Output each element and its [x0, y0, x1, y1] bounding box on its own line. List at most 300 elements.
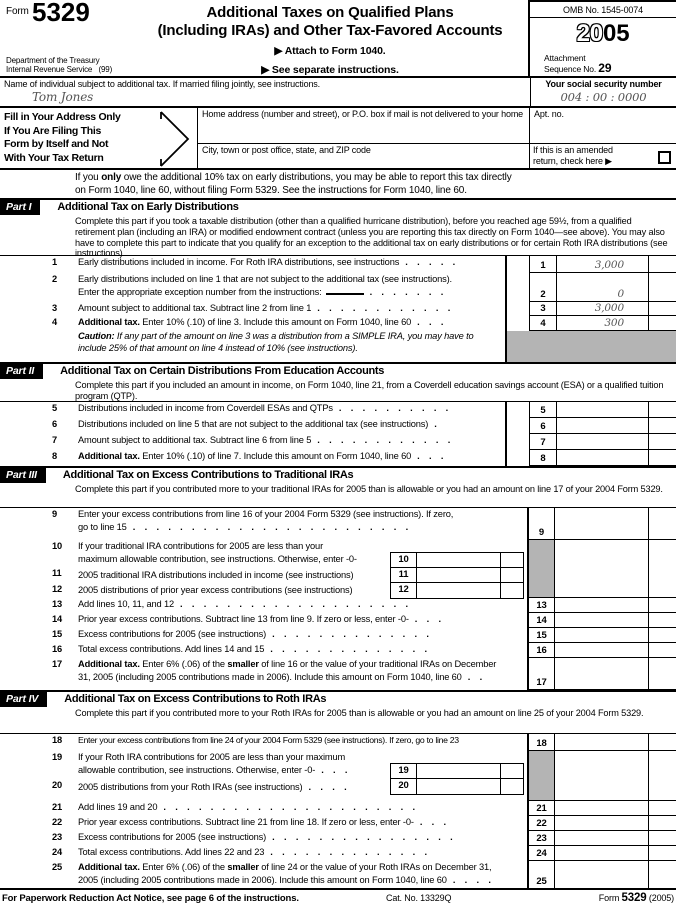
exception-number-field[interactable] — [326, 286, 364, 295]
line-22-label — [0, 816, 527, 831]
line-22-box: 22 — [527, 816, 555, 831]
part2-bar — [0, 364, 676, 379]
address-row-2 — [198, 143, 676, 168]
line-11-text: 2005 traditional IRA distributions included in income (see instructions) — [78, 570, 354, 580]
name-label: Name of individual subject to additional tax. If married filing jointly, see instructions. — [4, 79, 320, 89]
inner-row-10 — [391, 553, 523, 568]
line-11-box: 11 — [391, 568, 417, 582]
line-12-text: 2005 distributions of prior year excess contributions (see instructions) — [78, 585, 353, 595]
line-23-label — [0, 831, 527, 846]
ssn-field[interactable] — [530, 78, 676, 106]
line-8-text: Additional tax. Enter 10% (.10) of line 7. Include this amount on Form 1040, line 60 . . . — [78, 451, 444, 461]
attachment-label: Attachment — [544, 53, 586, 63]
form-number-block — [0, 0, 132, 76]
fill-line-2: If You Are Filing This — [4, 124, 102, 137]
city-state-zip-field[interactable] — [198, 144, 530, 168]
form-lines-19-20 — [0, 751, 676, 801]
line-8-label — [0, 450, 505, 466]
inner-grid-10-12 — [390, 540, 527, 598]
line-25-text: Additional tax. Enter 6% (.06) of the smaller of line 24 or the value of your Roth IRAs on December 31, 2005 (including 2005 contributions made in 2006). Include this amount on Form 1040, line 60 . . . . — [78, 862, 492, 885]
part2-title: Additional Tax on Certain Distributions From Education Accounts — [60, 365, 385, 377]
attachment-sequence — [530, 50, 676, 76]
line-23-amount[interactable] — [555, 831, 648, 846]
part1-description: Complete this part if you took a taxable distribution (other than a qualified hurricane distribution), before you reached age 59½, from a qualified retirement plan (including an IRA) or modified endowment contract (unless you are reporting this tax directly on Form 1040—see above). You may also have to complete this part to indicate that you qualify for an exception to the additional tax on early distributions or for certain Roth IRA distributions (see instructions). — [75, 216, 668, 259]
form-line-1 — [0, 256, 676, 273]
line-24-box: 24 — [527, 846, 555, 861]
line-13-entry — [527, 598, 676, 613]
line-21-dots: . . . . . . . . . . . . . . . . . . . . . . — [163, 802, 415, 812]
line-19-dots: . . . — [321, 765, 348, 775]
year-outline: 20 — [576, 20, 603, 47]
home-address-field[interactable] — [198, 108, 530, 143]
line-4-dots: . . . — [417, 317, 444, 327]
line-18-entry — [527, 734, 676, 751]
paperwork-reduction-notice: For Paperwork Reduction Act Notice, see page 6 of the instructions. — [2, 893, 299, 904]
form-line-2 — [0, 273, 676, 302]
line-17-label — [0, 658, 527, 690]
line-20-dots: . . . . — [308, 782, 347, 792]
line-20-box: 20 — [391, 779, 417, 794]
part4-header — [0, 690, 676, 734]
line-24-entry — [527, 846, 676, 861]
line-4-label — [0, 316, 505, 331]
early-distribution-notice — [0, 170, 676, 198]
lines-10-12-shaded-column — [527, 540, 555, 598]
ssn-value: 004 : 00 : 0000 — [560, 90, 647, 104]
notice-bold: only — [101, 172, 122, 183]
notice-line1 — [75, 172, 666, 185]
line-18-text: Enter your excess contributions from line 24 of your 2004 Form 5329 (see instructions). If zero, go to line 23 — [78, 735, 459, 745]
line-7-amount[interactable] — [557, 434, 648, 450]
line-25-amount[interactable] — [555, 861, 648, 888]
line-16-cents[interactable] — [648, 643, 676, 658]
line-4-gutter — [505, 316, 529, 331]
part3-title: Additional Tax on Excess Contributions to Traditional IRAs — [62, 469, 354, 481]
part3-tag: Part III — [0, 468, 46, 483]
dept-line2-wrap — [6, 65, 130, 74]
line-6-dots: . — [434, 419, 437, 429]
notice-pre: If you — [75, 172, 102, 183]
form-title-line2: (Including IRAs) and Other Tax-Favored Accounts — [157, 22, 503, 39]
dept-99: (99) — [98, 65, 113, 74]
see-instructions-note: ▶ See separate instructions. — [261, 64, 399, 76]
ssn-label: Your social security number — [545, 79, 662, 89]
omb-number: OMB No. 1545-0074 — [530, 2, 676, 18]
line-4-amount[interactable]: 300 — [557, 316, 648, 331]
amended-return-checkbox[interactable] — [658, 151, 671, 164]
line-7-label — [0, 434, 505, 450]
line-8-amount[interactable] — [557, 450, 648, 466]
caution-text: Caution: If any part of the amount on line 3 was a distribution from a SIMPLE IRA, you may have to include 25% of that amount on line 4 instead of 10% (see instructions). — [78, 331, 474, 353]
line-19-box: 19 — [391, 764, 417, 778]
line-24-dots: . . . . . . . . . . . . . . — [270, 847, 427, 857]
line-22-number: 22 — [52, 817, 63, 827]
line-9-cents[interactable] — [648, 508, 676, 540]
address-fields — [197, 108, 676, 168]
line-15-label — [0, 628, 527, 643]
inner-grid-19-20 — [390, 751, 527, 801]
form-word: Form — [6, 6, 29, 17]
line-6-label — [0, 418, 505, 434]
line-24-label — [0, 846, 527, 861]
line-13-dots: . . . . . . . . . . . . . . . . . . . . — [180, 599, 408, 609]
form-number: 5329 — [32, 0, 90, 27]
line-1-amount[interactable]: 3,000 — [557, 256, 648, 273]
name-value: Tom Jones — [32, 90, 94, 104]
city-state-zip-label: City, town or post office, state, and ZIP code — [202, 145, 371, 155]
address-row-1 — [198, 108, 676, 143]
line-5-cents[interactable] — [648, 402, 676, 418]
line-3-number: 3 — [52, 303, 58, 313]
right-arrow-icon — [159, 111, 191, 167]
dept-line1: Department of the Treasury — [6, 56, 100, 65]
line-12-amount[interactable] — [417, 583, 501, 598]
dept-line2: Internal Revenue Service — [6, 65, 93, 74]
apt-no-field[interactable] — [530, 108, 676, 143]
line-4-cents[interactable] — [648, 316, 676, 331]
line-25-label — [0, 861, 527, 888]
line-23-entry — [527, 831, 676, 846]
year-solid: 05 — [603, 20, 630, 47]
line-8-box: 8 — [529, 450, 557, 466]
form-header — [0, 0, 676, 78]
line-8-dots: . . . — [417, 451, 444, 461]
line-5-text: Distributions included in income from Coverdell ESAs and QTPs . . . . . . . . . . — [78, 403, 449, 413]
part1-header — [0, 198, 676, 259]
line-21-text: Add lines 19 and 20 . . . . . . . . . . . . . . . . . . . . . . — [78, 802, 415, 812]
line-4-text: Additional tax. Enter 10% (.10) of line 3. Include this amount on Form 1040, line 60 . . . — [78, 317, 444, 327]
fill-line-1: Fill in Your Address Only — [4, 111, 121, 123]
part4-description: Complete this part if you contributed more to your Roth IRAs for 2005 than is allowable or you had an amount on line 25 of your 2004 Form 5329. — [75, 708, 644, 718]
line-11-amount[interactable] — [417, 568, 501, 582]
sequence-label: Sequence No. — [544, 63, 597, 74]
part2-tag: Part II — [0, 364, 43, 379]
line-22-dots: . . . — [419, 817, 446, 827]
line-23-box: 23 — [527, 831, 555, 846]
lines-10-12-outer-cents — [648, 540, 676, 598]
lines-10-12-outer-entry — [527, 540, 676, 598]
line-12-cents[interactable] — [501, 583, 523, 598]
line-24-cents[interactable] — [648, 846, 676, 861]
part1-caution-row — [0, 331, 676, 362]
line-22-cents[interactable] — [648, 816, 676, 831]
line-12-box: 12 — [391, 583, 417, 598]
line-11-cents[interactable] — [501, 568, 523, 582]
sequence-wrap — [544, 60, 676, 75]
line-2-dots: . . . . . . . — [369, 287, 444, 297]
form-line-9 — [0, 508, 676, 540]
line-9-dots: . . . . . . . . . . . . . . . . . . . . . . . . — [132, 522, 409, 532]
line-9-amount[interactable] — [555, 508, 648, 540]
form-title-line1: Additional Taxes on Qualified Plans — [206, 4, 454, 21]
line-7-box: 7 — [529, 434, 557, 450]
line-13-label — [0, 598, 527, 613]
line-2-amount[interactable]: 0 — [557, 273, 648, 302]
line-14-cents[interactable] — [648, 613, 676, 628]
line-1-gutter — [505, 256, 529, 273]
line-17-box: 17 — [527, 658, 555, 690]
line-24-number: 24 — [52, 847, 63, 857]
line-16-label — [0, 643, 527, 658]
sequence-number: 29 — [598, 60, 612, 75]
line-5-box: 5 — [529, 402, 557, 418]
line-15-box: 15 — [527, 628, 555, 643]
line-21-box: 21 — [527, 801, 555, 816]
line-14-number: 14 — [52, 614, 63, 624]
line-15-entry — [527, 628, 676, 643]
line-13-box: 13 — [527, 598, 555, 613]
apt-no-label: Apt. no. — [534, 109, 564, 119]
part1-tag: Part I — [0, 200, 40, 215]
line-20-cents[interactable] — [501, 779, 523, 794]
line-16-entry — [527, 643, 676, 658]
line-5-amount[interactable] — [557, 402, 648, 418]
form-line-25 — [0, 861, 676, 890]
line-6-number: 6 — [52, 419, 58, 429]
amended-label-line2: return, check here ▶ — [533, 156, 612, 166]
line-15-cents[interactable] — [648, 628, 676, 643]
line-9-number: 9 — [52, 509, 58, 519]
line-6-text: Distributions included on line 5 that are not subject to the additional tax (see instructions) . — [78, 419, 437, 429]
line-6-box: 6 — [529, 418, 557, 434]
form-line-5 — [0, 402, 676, 418]
lines-10-12-texts: If your traditional IRA contributions for 2005 are less than your maximum allowable contribution, see instructions. Otherwise, enter -0- 2005 traditional IRA distributions included in income (see instructions) 2005 distributions of prior year excess contributions (see instructions) — [78, 540, 390, 598]
form-line-14 — [0, 613, 676, 628]
line-5-label — [0, 402, 505, 418]
line-25-dots: . . . . — [452, 875, 491, 885]
line-25-entry — [527, 861, 676, 888]
line-13-amount[interactable] — [555, 598, 648, 613]
line-14-amount[interactable] — [555, 613, 648, 628]
department-lines — [6, 56, 130, 74]
line-7-entry — [505, 434, 676, 450]
identity-row — [0, 78, 676, 108]
line-7-cents[interactable] — [648, 434, 676, 450]
line-3-box: 3 — [529, 302, 557, 316]
line-3-cents[interactable] — [648, 302, 676, 316]
line-2-cents[interactable] — [648, 273, 676, 302]
inner-row-20 — [391, 779, 523, 794]
line-12-number: 12 — [52, 584, 63, 594]
line-8-number: 8 — [52, 451, 58, 461]
part4-bar — [0, 692, 676, 707]
line-4-entry — [505, 316, 676, 331]
home-address-label: Home address (number and street), or P.O. box if mail is not delivered to your home — [202, 109, 524, 119]
line-21-amount[interactable] — [555, 801, 648, 816]
line-19-cents[interactable] — [501, 764, 523, 778]
part3-description: Complete this part if you contributed more to your traditional IRAs for 2005 than is allowable or you had an amount on line 17 of your 2004 Form 5329. — [75, 484, 663, 494]
line-7-text: Amount subject to additional tax. Subtract line 6 from line 5 . . . . . . . . . . . . — [78, 435, 451, 445]
line-21-entry — [527, 801, 676, 816]
line-18-cents[interactable] — [648, 734, 676, 751]
form-line-22 — [0, 816, 676, 831]
amended-return-cell — [530, 144, 676, 168]
line-1-label — [0, 256, 505, 273]
form-line-15 — [0, 628, 676, 643]
line-6-amount[interactable] — [557, 418, 648, 434]
line-3-entry — [505, 302, 676, 316]
inner-row-19 — [391, 764, 523, 779]
line-14-label — [0, 613, 527, 628]
line-5-entry — [505, 402, 676, 418]
line-17-entry — [527, 658, 676, 690]
line-2-entry — [505, 273, 676, 302]
line-18-label — [0, 734, 527, 751]
line-2-label — [0, 273, 505, 302]
part3-bar — [0, 468, 676, 483]
line-3-label — [0, 302, 505, 316]
line-10-box: 10 — [391, 553, 417, 567]
line-10-amount[interactable] — [417, 553, 501, 567]
line-20-number: 20 — [52, 780, 63, 790]
line-2-box: 2 — [529, 273, 557, 302]
part2-header — [0, 362, 676, 402]
form-line-18 — [0, 734, 676, 751]
line-24-amount[interactable] — [555, 846, 648, 861]
line-9-label — [0, 508, 527, 540]
line-1-number: 1 — [52, 257, 58, 267]
line-10-cents[interactable] — [501, 553, 523, 567]
line-2-gutter — [505, 273, 529, 302]
line-16-text: Total excess contributions. Add lines 14 and 15 . . . . . . . . . . . . . . — [78, 644, 427, 654]
form-line-17 — [0, 658, 676, 690]
line-17-dots: . . — [467, 672, 483, 682]
attach-note: ▶ Attach to Form 1040. — [274, 45, 386, 57]
lines-19-20-texts: If your Roth IRA contributions for 2005 are less than your maximum allowable contribution, see instructions. Otherwise, enter -0- . . . 2005 distributions from your Roth IRAs (see instructions) . . . . — [78, 752, 348, 792]
omb-year-block — [528, 0, 676, 76]
line-22-amount[interactable] — [555, 816, 648, 831]
line-3-dots: . . . . . . . . . . . . — [317, 303, 451, 313]
lines-19-20-outer-cents — [648, 751, 676, 801]
line-25-box: 25 — [527, 861, 555, 888]
inner-row-12 — [391, 583, 523, 598]
caution-label — [0, 331, 505, 362]
line-15-amount[interactable] — [555, 628, 648, 643]
line-23-number: 23 — [52, 832, 63, 842]
form-line-6 — [0, 418, 676, 434]
line-21-label — [0, 801, 527, 816]
line-16-box: 16 — [527, 643, 555, 658]
line-8-entry — [505, 450, 676, 466]
part2-description: Complete this part if you included an amount in income, on Form 1040, line 21, from a Coverdell education savings account (ESA) or a qualified tuition program (QTP). — [75, 380, 664, 401]
line-5-dots: . . . . . . . . . . — [338, 403, 449, 413]
line-7-dots: . . . . . . . . . . . . — [317, 435, 451, 445]
line-16-amount[interactable] — [555, 643, 648, 658]
line-23-cents[interactable] — [648, 831, 676, 846]
inner-row-11 — [391, 568, 523, 583]
line-21-cents[interactable] — [648, 801, 676, 816]
line-17-text: Additional tax. Enter 6% (.06) of the smaller of line 16 or the value of your traditional IRAs on December 31, 2005 (including 2005 contributions made in 2006). Include this amount on Form 1040, line 60 . . — [78, 659, 497, 682]
line-3-gutter — [505, 302, 529, 316]
line-18-number: 18 — [52, 735, 63, 745]
form-line-21 — [0, 801, 676, 816]
line-20-amount[interactable] — [417, 779, 501, 794]
notice-post: owe the additional 10% tax on early distributions, you may be able to report this tax directly — [121, 172, 512, 183]
line-22-text: Prior year excess contributions. Subtract line 21 from line 18. If zero or less, enter -0- . . . — [78, 817, 446, 827]
footer-form-id: Form 5329 (2005) — [598, 892, 674, 904]
line-13-number: 13 — [52, 599, 63, 609]
line-23-dots: . . . . . . . . . . . . . . . . — [272, 832, 453, 842]
line-6-cents[interactable] — [648, 418, 676, 434]
line-18-box: 18 — [527, 734, 555, 751]
line-17-number: 17 — [52, 659, 63, 669]
line-9-text: Enter your excess contributions from line 16 of your 2004 Form 5329 (see instructions). If zero, go to line 15 . . . . . . . . . . . . . . . . . . . . . . . . — [78, 509, 454, 532]
line-9-box: 9 — [527, 508, 555, 540]
line-8-cents[interactable] — [648, 450, 676, 466]
line-19-amount[interactable] — [417, 764, 501, 778]
form-line-4 — [0, 316, 676, 331]
line-14-text: Prior year excess contributions. Subtract line 13 from line 9. If zero or less, enter -0- . . . — [78, 614, 441, 624]
line-1-cents[interactable] — [648, 256, 676, 273]
line-4-box: 4 — [529, 316, 557, 331]
lines-19-20-shaded-column — [527, 751, 555, 801]
name-field[interactable] — [0, 78, 530, 106]
lines-19-20-outer-amount — [555, 751, 648, 801]
line-10-number: 10 — [52, 541, 63, 551]
address-block — [0, 108, 676, 170]
line-3-amount[interactable]: 3,000 — [557, 302, 648, 316]
line-2-number: 2 — [52, 274, 58, 284]
caution-word: Caution: — [78, 331, 115, 341]
form-lines-10-12 — [0, 540, 676, 598]
form-line-13 — [0, 598, 676, 613]
form-line-7 — [0, 434, 676, 450]
line-24-text: Total excess contributions. Add lines 22 and 23 . . . . . . . . . . . . . . — [78, 847, 427, 857]
part1-bar — [0, 200, 676, 215]
tax-year — [530, 18, 676, 46]
line-4-number: 4 — [52, 317, 58, 327]
form-line-3 — [0, 302, 676, 316]
line-17-amount[interactable] — [555, 658, 648, 690]
part4-tag: Part IV — [0, 692, 47, 707]
line-25-cents[interactable] — [648, 861, 676, 888]
line-23-text: Excess contributions for 2005 (see instructions) . . . . . . . . . . . . . . . . — [78, 832, 453, 842]
line-20-text: 2005 distributions from your Roth IRAs (see instructions) — [78, 782, 303, 792]
lines-10-12-labels — [0, 540, 527, 598]
line-15-dots: . . . . . . . . . . . . . . — [272, 629, 429, 639]
line-14-entry — [527, 613, 676, 628]
fill-in-address-instructions — [0, 108, 197, 168]
lines-10-12-outer-amount — [555, 540, 648, 598]
part1-title: Additional Tax on Early Distributions — [57, 201, 239, 213]
form-line-24 — [0, 846, 676, 861]
line-17-cents[interactable] — [648, 658, 676, 690]
line-16-number: 16 — [52, 644, 63, 654]
line-25-number: 25 — [52, 862, 63, 872]
line-21-number: 21 — [52, 802, 63, 812]
line-18-amount[interactable] — [555, 734, 648, 751]
amended-label-line1: If this is an amended — [533, 145, 613, 155]
line-3-text: Amount subject to additional tax. Subtract line 2 from line 1 . . . . . . . . . . . . — [78, 303, 451, 313]
line-14-dots: . . . — [414, 614, 441, 624]
form-line-8 — [0, 450, 676, 466]
form-line-16 — [0, 643, 676, 658]
line-19-number: 19 — [52, 752, 63, 762]
line-9-entry — [527, 508, 676, 540]
line-13-cents[interactable] — [648, 598, 676, 613]
line-1-box: 1 — [529, 256, 557, 273]
lines-19-20-labels — [0, 751, 527, 801]
notice-line2: on Form 1040, line 60, without filing Form 5329. See the instructions for Form 1040, line 60. — [75, 184, 467, 196]
line-11-number: 11 — [52, 568, 62, 578]
line-13-text: Add lines 10, 11, and 12 . . . . . . . . . . . . . . . . . . . . — [78, 599, 408, 609]
line-2-text: Early distributions included on line 1 that are not subject to the additional tax (see instructions). Enter the appropriate exception number from the instructions: . . . . . . . — [78, 274, 452, 297]
fill-line-3: Form by Itself and Not — [4, 138, 109, 150]
line-15-text: Excess contributions for 2005 (see instructions) . . . . . . . . . . . . . . — [78, 629, 429, 639]
line-1-text: Early distributions included in income. For Roth IRA distributions, see instructions . . . . . — [78, 257, 456, 267]
line-6-entry — [505, 418, 676, 434]
caution-shaded-area — [505, 331, 676, 362]
